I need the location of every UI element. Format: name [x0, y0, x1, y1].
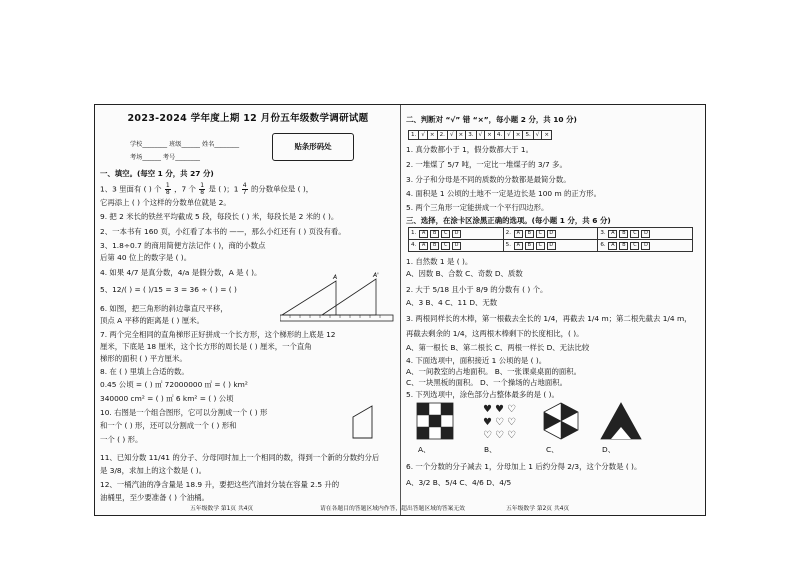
shape-label-d: D、 [602, 445, 616, 454]
judge-3: 3. 分子和分母是不同的质数的分数都是最简分数。 [406, 175, 571, 184]
shape-label-a: A、 [418, 445, 431, 454]
question-8: 7. 两个完全相同的直角梯形正好拼成一个长方形，这个梯形的上底是 12 [100, 330, 336, 339]
judge-answer-cell: × [456, 131, 466, 140]
triangle-ruler-figure [280, 271, 395, 323]
student-info-line-2: 考场______ 考号________ [130, 154, 201, 161]
q1-part-b: ，7 个 [174, 184, 196, 194]
q1-part-a: 1、3 里面有 ( ) 个 [100, 184, 162, 194]
judge-answer-cell: 1. [409, 131, 419, 140]
choice-5: 5. 下列选项中，涂色部分占整体最多的是 ( )。 [406, 390, 559, 399]
q1-part-d: 的分数单位是 ( )， [250, 184, 314, 194]
fraction: $\frac{1}{8}$ [200, 182, 205, 196]
svg-text:♡: ♡ [507, 417, 516, 428]
question-4-cont: 后第 40 位上的数字是 ( )。 [100, 253, 192, 262]
barcode-area: 贴条形码处 [272, 133, 354, 161]
choice-4-options-2: C、一块黑板的面积。 D、一个操场的占地面积。 [406, 378, 568, 387]
svg-text:♡: ♡ [483, 430, 492, 441]
composite-shape-figure [350, 403, 390, 441]
judge-4: 4. 面积是 1 公顷的土地不一定是边长是 100 m 的正方形。 [406, 189, 601, 198]
choice-number: 3. [600, 229, 608, 236]
judge-answer-table [408, 130, 552, 140]
question-12-cont: 油桶里，至少要准备 ( ) 个油桶。 [100, 493, 209, 502]
choice-bubble: B [525, 242, 534, 250]
choice-answer-cell [409, 240, 504, 252]
svg-text:♡: ♡ [507, 404, 516, 415]
q1-part-c: 是 ( )；1 [208, 184, 239, 194]
choice-3: 3. 两根同样长的木棒，第一根截去全长的 1/4，再截去 1/4 m；第二根先截去 1/4 m， [406, 314, 692, 323]
choice-3-options: A、第一根长 B、第二根长 C、两根一样长 D、无法比较 [406, 343, 590, 352]
judge-answer-cell: √ [447, 131, 456, 140]
choice-bubble: B [619, 242, 628, 250]
svg-text:♡: ♡ [495, 417, 504, 428]
choice-bubble: D [547, 242, 556, 250]
fraction: $\frac{1}{8}$ [165, 182, 170, 196]
svg-text:♥: ♥ [495, 404, 504, 415]
vertex-a-prime-label: A' [373, 272, 379, 279]
triangle-original [282, 281, 336, 315]
judge-answer-cell: 3. [466, 131, 476, 140]
choice-3-cont: 再截去剩余的 1/4，这两根木棒剩下的长度相比，( )。 [406, 329, 584, 338]
choice-bubble: B [430, 242, 439, 250]
question-8-cont-1: 厘米，下底是 18 厘米，这个长方形的周长是 ( ) 厘米，一个直角 [100, 342, 312, 351]
question-8-cont-2: 梯形的面积 ( ) 平方厘米。 [100, 354, 187, 363]
choice-bubble: D [452, 242, 461, 250]
judge-2: 2. 一堆煤了 5/7 吨，一定比一堆煤子的 3/7 多。 [406, 160, 567, 169]
choice-bubble: C [441, 230, 450, 238]
answer-area-notice: 请在各题目的答题区域内作答，超出答题区域的答案无效 [320, 506, 465, 512]
judge-answer-cell: √ [505, 131, 514, 140]
choice-answer-cell [598, 228, 693, 240]
question-9-row-1: 0.45 公顷 = ( ) ㎡ 72000000 ㎡ = ( ) km² [100, 380, 248, 389]
choice-bubble: A [419, 242, 428, 250]
choice-number: 1. [411, 229, 419, 236]
section-fill-in-heading: 一、填空。(每空 1 分，共 27 分) [100, 169, 214, 178]
choice-bubble: B [619, 230, 628, 238]
question-10-cont-2: 一个 ( ) 形。 [100, 435, 143, 444]
shape-b-hearts [483, 404, 516, 441]
judge-answer-cell: 2. [437, 131, 447, 140]
question-3: 2、一本书有 160 页，小红看了本书的 ——，那么小红还有 ( ) 页没有看。 [100, 227, 346, 236]
judge-answer-cell: × [485, 131, 495, 140]
question-5: 4. 如果 4/7 是真分数，4/a 是假分数，A 是 ( )。 [100, 268, 262, 277]
judge-1: 1. 真分数都小于 1，假分数都大于 1。 [406, 145, 533, 154]
section-judge-heading: 二、判断对 “√” 错 “×”，每小题 2 分，共 10 分) [406, 115, 577, 124]
choice-1: 1. 自然数 1 是 ( )。 [406, 257, 473, 266]
shaded-shapes-figure [411, 399, 651, 451]
choice-bubble: C [630, 242, 639, 250]
choice-answer-cell [598, 240, 693, 252]
choice-bubble: D [641, 230, 650, 238]
judge-answer-cell: × [427, 131, 437, 140]
shape-label-b: B、 [484, 445, 497, 454]
choice-bubble: C [630, 230, 639, 238]
choice-bubble: D [547, 230, 556, 238]
question-10: 10. 右图是一个组合图形，它可以分割成一个 ( ) 形 [100, 408, 268, 417]
choice-4: 4. 下面选项中，面积接近 1 公顷的是 ( )。 [406, 356, 547, 365]
shape-a-grid [417, 403, 453, 439]
choice-bubble: A [608, 242, 617, 250]
question-9-row-2: 340000 cm² = ( ) ㎡ 6 km² = ( ) 公顷 [100, 394, 234, 403]
judge-answer-cell: × [542, 131, 552, 140]
question-7-cont: 顶点 A 平移的距离是 ( ) 厘米。 [100, 316, 204, 325]
choice-4-options-1: A、一间教室的占地面积。 B、一张课桌桌面的面积。 [406, 367, 582, 376]
judge-answer-cell: 5. [523, 131, 533, 140]
shape-label-c: C、 [546, 445, 559, 454]
question-11: 11、已知分数 11/41 的分子、分母同时加上一个相同的数，得到一个新的分数约分后 [100, 453, 380, 462]
exam-title: 2023-2024 学年度上期 12 月份五年级数学调研试题 [127, 113, 369, 124]
judge-answer-cell: × [513, 131, 523, 140]
judge-5: 5. 两个三角形一定能拼成一个平行四边形。 [406, 203, 549, 212]
choice-bubble: B [525, 230, 534, 238]
exam-sheet [94, 104, 706, 516]
judge-answer-cell: 4. [494, 131, 504, 140]
svg-text:♥: ♥ [483, 404, 492, 415]
choice-bubble: A [608, 230, 617, 238]
question-11-cont: 是 3/8，求加上的这个数是 ( )。 [100, 466, 207, 475]
judge-answer-cell: √ [476, 131, 485, 140]
choice-answer-cell [409, 228, 504, 240]
choice-bubble: A [514, 242, 523, 250]
choice-number: 4. [411, 241, 419, 248]
choice-answer-cell [503, 240, 598, 252]
question-9: 8. 在 ( ) 里填上合适的数。 [100, 367, 189, 376]
vertex-a-label: A [333, 274, 338, 281]
choice-6: 6. 一个分数的分子减去 1，分母加上 1 后约分得 2/3，这个分数是 ( )。 [406, 462, 642, 471]
choice-bubble: A [419, 230, 428, 238]
svg-text:♡: ♡ [507, 430, 516, 441]
choice-2-options: A、3 B、4 C、11 D、无数 [406, 298, 498, 307]
student-info-line-1: 学校________ 班级______ 姓名________ [130, 141, 240, 148]
choice-bubble: C [536, 230, 545, 238]
choice-bubble: C [441, 242, 450, 250]
question-1-cont: 它再添上 ( ) 个这样的分数单位就是 2。 [100, 198, 231, 207]
shape-d-triangle [601, 403, 641, 439]
choice-number: 5. [505, 241, 513, 248]
choice-bubble: D [452, 230, 461, 238]
choice-1-options: A、因数 B、合数 C、奇数 D、质数 [406, 269, 523, 278]
svg-text:♡: ♡ [495, 430, 504, 441]
choice-6-options: A、3/2 B、5/4 C、4/6 D、4/5 [406, 478, 512, 487]
choice-bubble: C [536, 242, 545, 250]
shape-c-hexagon [544, 403, 578, 439]
question-1 [100, 183, 313, 196]
ruler [280, 315, 393, 321]
question-6: 5、12/( ) = ( )/15 = 3 = 36 ÷ ( ) = ( ) [100, 285, 237, 294]
question-12: 12、一桶汽油的净含量是 18.9 升，要把这些汽油封分装在容量 2.5 升的 [100, 480, 340, 489]
page-divider [400, 105, 401, 515]
right-page [406, 105, 701, 515]
choice-bubble: D [641, 242, 650, 250]
judge-answer-cell: √ [419, 131, 428, 140]
section-choice-heading: 三、选择，在涂卡区涂黑正确的选项。(每小题 1 分，共 6 分) [406, 216, 611, 225]
choice-number: 2. [505, 229, 513, 236]
question-4: 3、1.8÷0.7 的商用简便方法记作 ( )，商的小数点 [100, 241, 266, 250]
choice-2: 2. 大于 5/18 且小于 8/9 的分数有 ( ) 个。 [406, 285, 548, 294]
choice-answer-table [408, 227, 693, 252]
question-7: 6. 如图，把三角形的斜边靠直尺平移， [100, 304, 228, 313]
fraction: $\frac{4}{7}$ [242, 182, 247, 196]
right-footer: 五年级数学 第2页 共4页 [506, 506, 570, 512]
question-2: 9. 把 2 米长的铁丝平均截成 5 段，每段长 ( ) 米，每段长是 2 米的 ( )。 [100, 212, 339, 221]
choice-bubble: B [430, 230, 439, 238]
choice-answer-cell [503, 228, 598, 240]
svg-text:♥: ♥ [483, 417, 492, 428]
choice-bubble: A [514, 230, 523, 238]
question-10-cont-1: 和一个 ( ) 形，还可以分割成一个 ( ) 形和 [100, 421, 237, 430]
left-footer: 五年级数学 第1页 共4页 [190, 506, 254, 512]
choice-number: 6. [600, 241, 608, 248]
judge-answer-cell: √ [533, 131, 542, 140]
